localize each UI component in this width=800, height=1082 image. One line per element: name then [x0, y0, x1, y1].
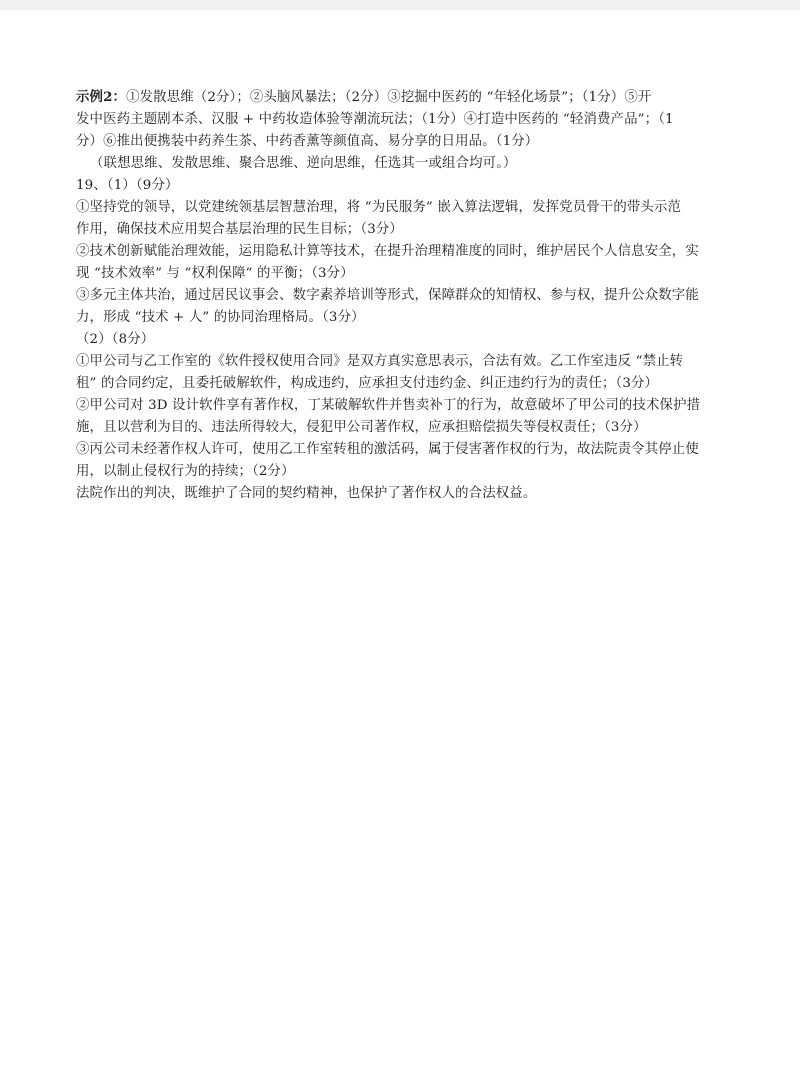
- q19-part2-line-5: ③丙公司未经著作权人许可，使用乙工作室转租的激活码，属于侵害著作权的行为，故法院责令其停止使: [76, 442, 699, 457]
- q19-part1-line-4: 现 “技术效率” 与 “权利保障” 的平衡；（3分）: [76, 266, 354, 281]
- example2-label: 示例2：: [76, 89, 127, 105]
- example2-line-3: 分）⑥推出便携装中药养生茶、中药香薰等颜值高、易分享的日用品。（1分）: [76, 134, 539, 149]
- q19-part2-line-3: ②甲公司对 3D 设计软件享有著作权，丁某破解软件并售卖补丁的行为，故意破坏了甲公司的技术保护措: [76, 398, 701, 413]
- example2-line-1: [76, 86, 726, 109]
- answer-document: [76, 86, 726, 505]
- top-edge-bar: [0, 0, 800, 10]
- q19-part2-line-4: 施，且以营利为目的、违法所得较大，侵犯甲公司著作权，应承担赔偿损失等侵权责任；（3分）: [76, 420, 647, 435]
- q19-part1-line-3: ②技术创新赋能治理效能，运用隐私计算等技术，在提升治理精准度的同时，维护居民个人信息安全，实: [76, 244, 699, 259]
- q19-part1-line-2: 作用，确保技术应用契合基层治理的民生目标；（3分）: [76, 222, 403, 237]
- example2-line-2: 发中医药主题剧本杀、汉服 + 中药妆造体验等潮流玩法；（1分）④打造中医药的 “轻消费产品”；（1: [76, 112, 674, 127]
- q19-part1-line-1: ①坚持党的领导，以党建统领基层智慧治理，将 “为民服务” 嵌入算法逻辑，发挥党员骨干的带头示范: [76, 200, 682, 215]
- example2-line-1-text: ①发散思维（2分）；②头脑风暴法；（2分）③挖掘中医药的 “年轻化场景”；（1分）⑤开: [126, 90, 652, 105]
- example2-note: （联想思维、发散思维、聚合思维、逆向思维，任选其一或组合均可。）: [90, 156, 517, 171]
- q19-part2-line-1: ①甲公司与乙工作室的《软件授权使用合同》是双方真实意思表示，合法有效。乙工作室违反 “禁止转: [76, 354, 684, 369]
- q19-part2-line-6: 用，以制止侵权行为的持续；（2分）: [76, 464, 295, 479]
- q19-part2-line-2: 租” 的合同约定，且委托破解软件，构成违约，应承担支付违约金、纠正违约行为的责任；（3分）: [76, 376, 659, 391]
- q19-heading: 19、（1）（9分）: [76, 178, 179, 193]
- q19-conclusion: 法院作出的判决，既维护了合同的契约精神，也保护了著作权人的合法权益。: [76, 486, 537, 501]
- q19-part2-heading: （2）（8分）: [76, 332, 155, 347]
- q19-part1-line-5: ③多元主体共治，通过居民议事会、数字素养培训等形式，保障群众的知情权、参与权，提升公众数字能: [76, 288, 699, 303]
- q19-part1-line-6: 力，形成 “技术 + 人” 的协同治理格局。（3分）: [76, 310, 365, 325]
